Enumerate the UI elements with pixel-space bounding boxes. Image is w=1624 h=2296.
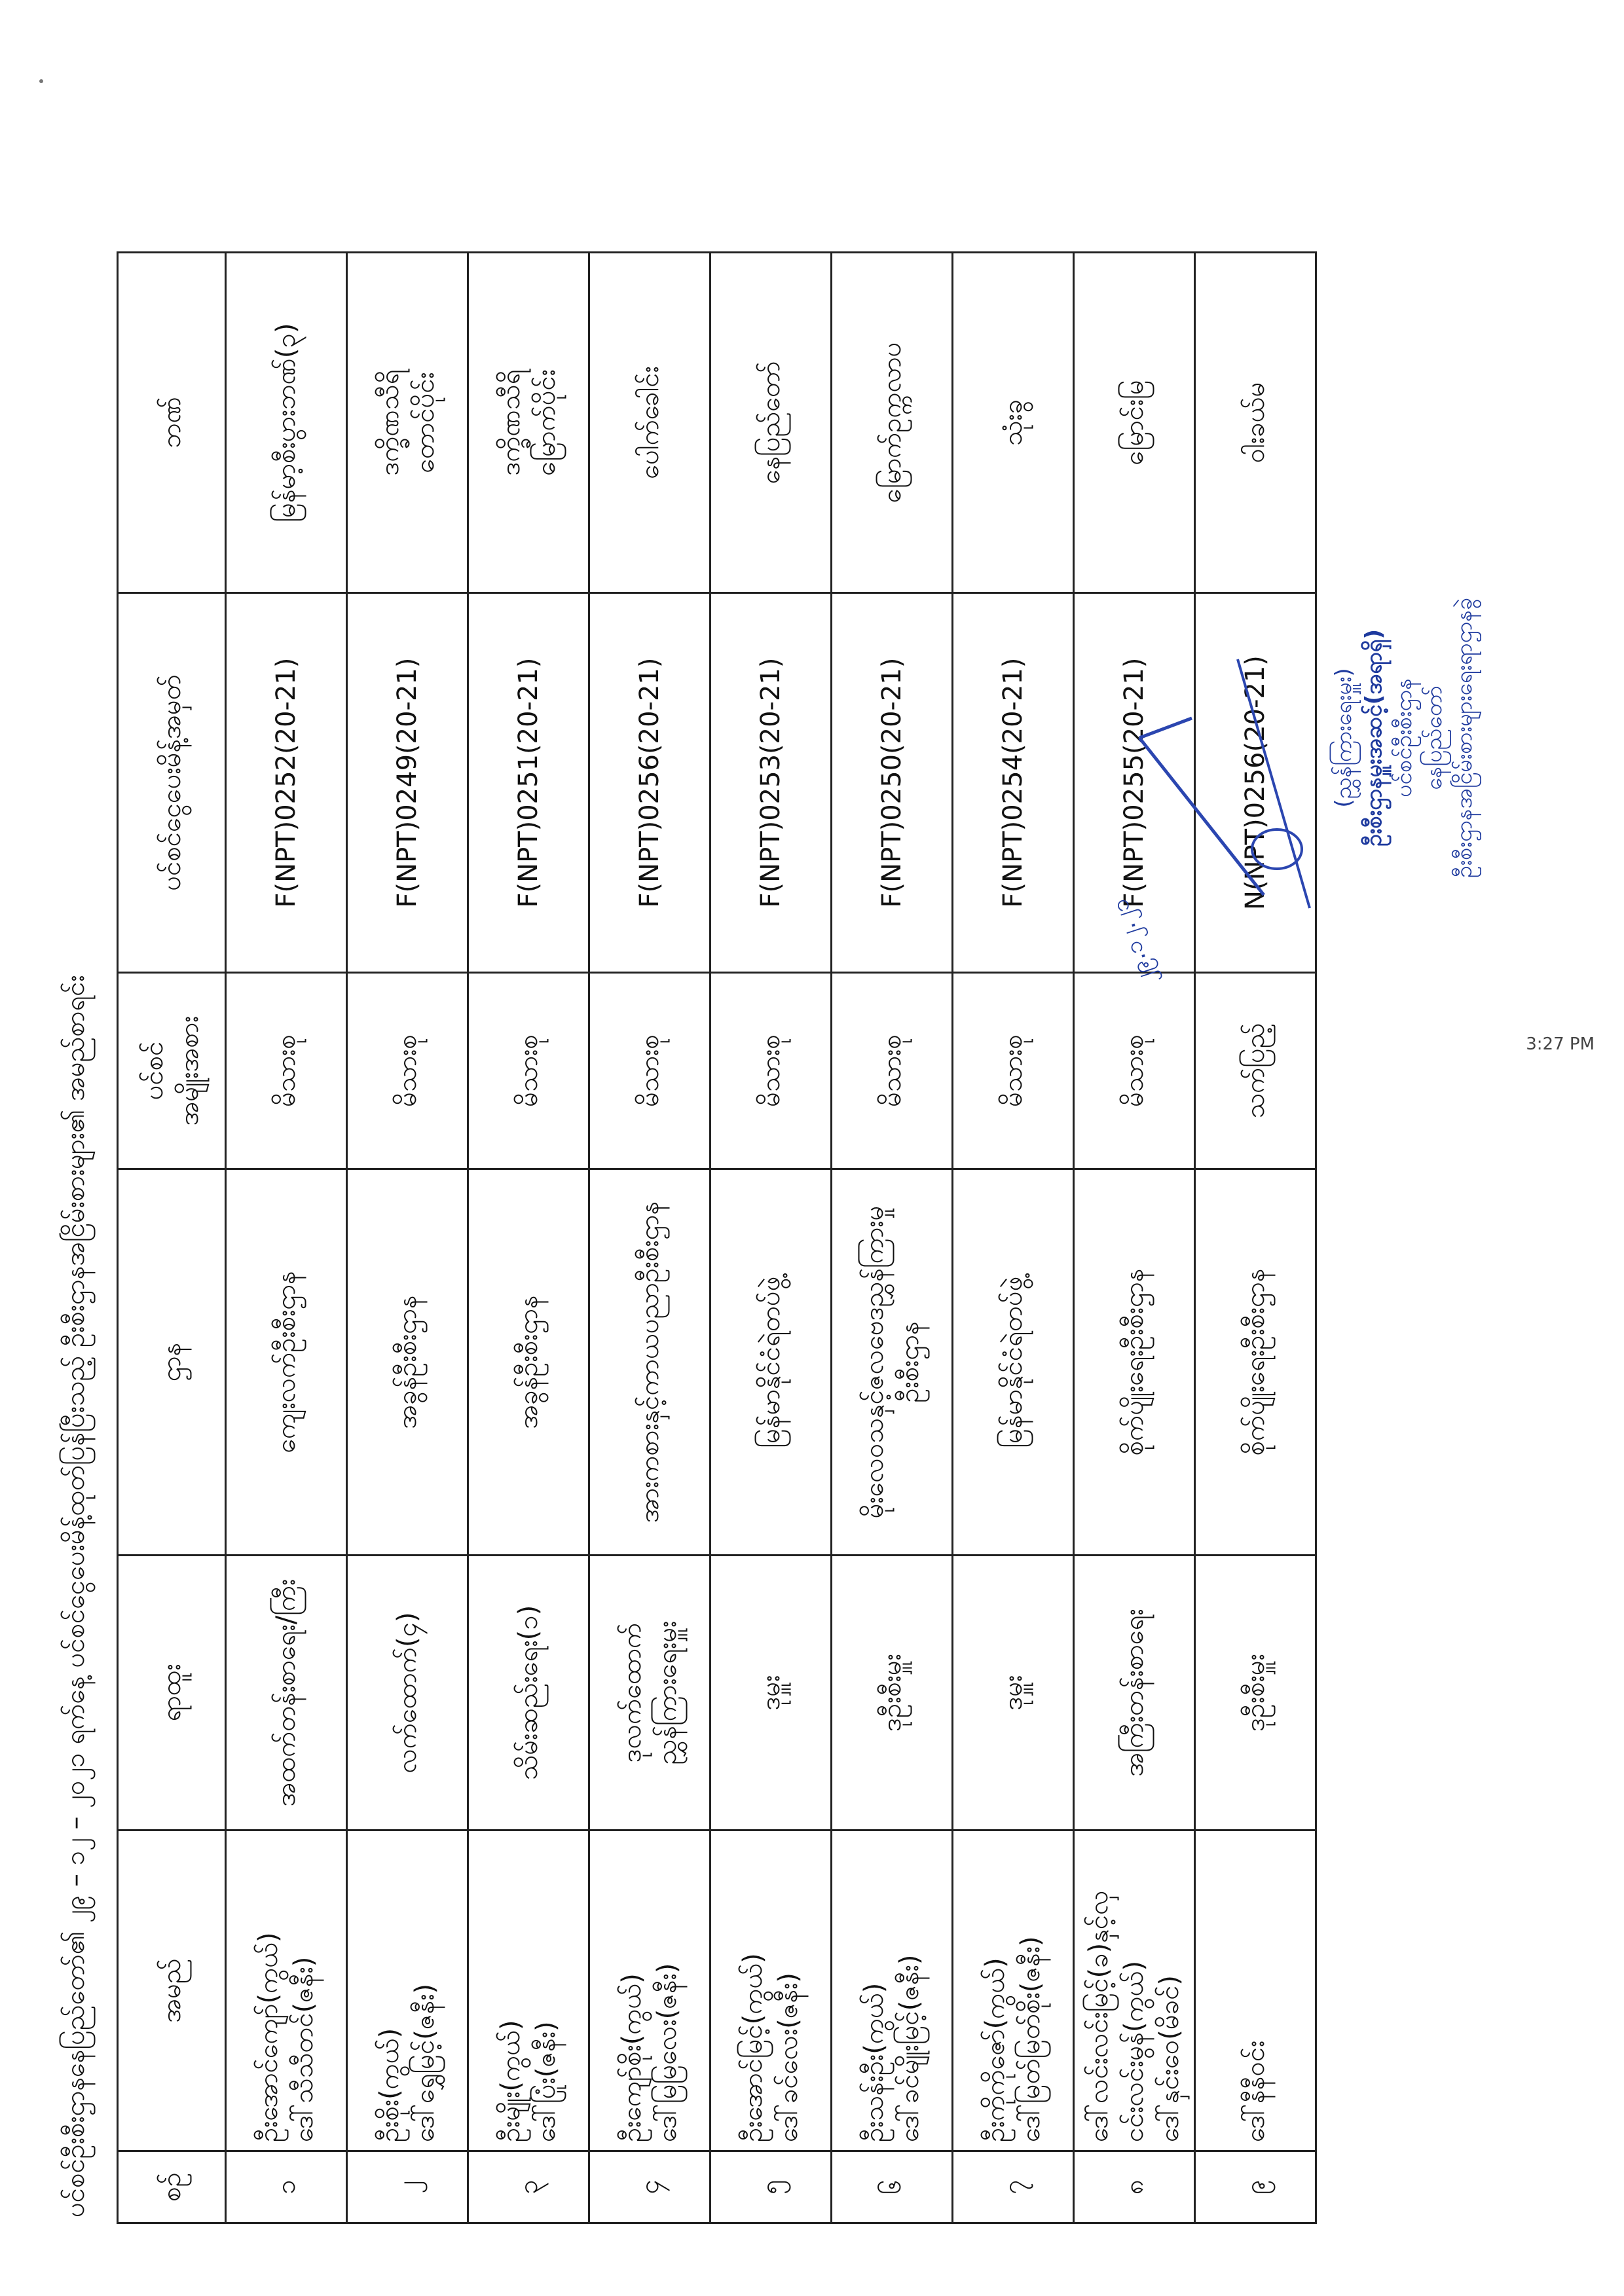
cell-bank <box>226 253 347 593</box>
cell-rank-line: သိမ်းဆည်းရေး(၁) <box>513 1605 544 1781</box>
cell-rank <box>1195 1556 1316 1831</box>
scan-speck <box>39 79 43 83</box>
cell-name-line: ဦးအောင်ကျော်(ကွယ်) <box>253 1932 284 2142</box>
cell-bank <box>710 253 832 593</box>
cell-rank-line: လက်ထောက်(၄) <box>392 1612 422 1774</box>
cell-bank-line: မြောက်ပိုင်း <box>531 369 561 476</box>
cell-name <box>589 1831 710 2151</box>
cell-rank <box>589 1556 710 1831</box>
cell-bank <box>468 253 589 593</box>
header-rank: ရာထူး <box>118 1556 226 1831</box>
cell-rank-line: အကြီးတန်းစာရေး <box>1119 1609 1149 1777</box>
cell-no: ၇ <box>953 2151 1074 2223</box>
cell-rank-line: ဒုမှူး <box>756 1675 786 1711</box>
cell-dept: မြန်မာနိုင်ငံရဲတပ်ဖွဲ့ <box>953 1169 1074 1556</box>
header-order: ပင်စင်ငွေပေးမိန့်အမှတ် <box>118 593 226 973</box>
cell-rank <box>832 1556 953 1831</box>
table-row <box>347 253 468 2223</box>
cell-type: သက်ပြည့် <box>1195 973 1316 1169</box>
cell-no: ၂ <box>347 2151 468 2223</box>
cell-rank <box>226 1556 347 1831</box>
cell-dept: စိုက်ပျိုးရေးဦးစီးဌာန <box>1074 1169 1195 1556</box>
cell-no: ၉ <box>1195 2151 1316 2223</box>
table-row <box>710 253 832 2223</box>
cell-name-line: ဒေါ်မြတ်မြတ်စိုး(ဇနီး) <box>1016 1936 1046 2142</box>
header-type-line1: ပင်စင် <box>139 1041 169 1101</box>
official-stamp <box>1113 528 1480 934</box>
cell-name-line: ဒေါ်ပြုံး(ဇနီး) <box>531 2021 561 2142</box>
table-row <box>953 253 1074 2223</box>
cell-order: F(NPT)0254(20-21) <box>953 593 1074 973</box>
cell-name-line: ဒေါ်မြမြလေး(ဇနီး) <box>652 1963 682 2142</box>
cell-type: မိသားစု <box>589 973 710 1169</box>
timestamp: 3:27 PM <box>1526 1034 1595 1054</box>
table-header-row <box>118 253 226 2223</box>
cell-bank-line: ဒက္ခိဏသီရိ <box>496 369 526 476</box>
cell-bank <box>953 253 1074 593</box>
cell-name-line: ဒေါ်နှင်းဝေ(မိခင်) <box>1154 1975 1185 2142</box>
stamp-line-2: ဦးစီးဌာနမှူးအဆင့်(အရာရှိ) <box>1361 629 1387 847</box>
cell-name-line: ဦးကျော်စိုး(ကွယ်) <box>617 1973 647 2142</box>
cell-order: F(NPT)0251(20-21) <box>468 593 589 973</box>
cell-name <box>468 1831 589 2151</box>
cell-bank-line: ပေါက်ခေါင်း <box>635 366 665 479</box>
cell-bank-line: သုံးခွ <box>998 399 1028 446</box>
cell-no: ၈ <box>1074 2151 1195 2223</box>
cell-no: ၄ <box>589 2151 710 2223</box>
handwritten-date: ၂၉.၁၂.၂၁ <box>1106 896 1160 989</box>
header-no: စဥ် <box>118 2151 226 2223</box>
cell-bank <box>832 253 953 593</box>
header-dept: ဌာန <box>118 1169 226 1556</box>
cell-name-line: ဒေါ်သီသီတင်(ဇနီး) <box>289 1956 319 2142</box>
table-row <box>468 253 589 2223</box>
cell-name-line: ဒေါ်ခင်လေး(ဇနီး) <box>773 1973 803 2142</box>
header-name: အမည် <box>118 1831 226 2151</box>
cell-order: F(NPT)0255(20-21) <box>1074 593 1195 973</box>
cell-name-line: ဦးသန်းဦး(ကွယ်) <box>859 1982 889 2142</box>
cell-no: ၃ <box>468 2151 589 2223</box>
cell-bank-line: နေပြည်တော် <box>756 361 786 484</box>
cell-order: F(NPT)0249(20-21) <box>347 593 468 973</box>
cell-rank-line: ဒုဦးစီးမှူး <box>877 1654 907 1732</box>
cell-name-line: ဦးကိုကိုဇော်(ကွယ်) <box>980 1958 1010 2142</box>
cell-rank-line: ဒုဦးစီးမှူး <box>1240 1654 1270 1732</box>
cell-type: မိသားစု <box>1074 973 1195 1169</box>
cell-dept: ကျေးလက်ဦးစီးဌာန <box>226 1169 347 1556</box>
cell-type: မိသားစု <box>347 973 468 1169</box>
cell-type: မိသားစု <box>953 973 1074 1169</box>
cell-rank <box>710 1556 832 1831</box>
cell-order: F(NPT)0253(20-21) <box>710 593 832 973</box>
cell-rank-line: ဒုလက်ထောက် <box>617 1622 647 1763</box>
cell-bank-line: မြောင်းမြ <box>1119 380 1149 465</box>
cell-type: မိသားစု <box>226 973 347 1169</box>
table-row <box>226 253 347 2223</box>
cell-order: F(NPT)0252(20-21) <box>226 593 347 973</box>
cell-name-line: ဦးစိုး(ကွယ်) <box>375 2028 405 2142</box>
cell-name-line: ဒေါ်ခင်မျိုးမြင့်(ဇနီး) <box>895 1954 925 2142</box>
cell-name-line: ဦးအောင်မြင့်(ကွယ်) <box>738 1953 768 2142</box>
cell-rank <box>1074 1556 1195 1831</box>
cell-name <box>226 1831 347 2151</box>
cell-bank-line: မြောက်ဥက္ကလာပ <box>877 342 907 503</box>
cell-name <box>1195 1831 1316 2151</box>
cell-name-line: ငင်းလင်းမွန်(ကွယ်) <box>1119 1960 1149 2142</box>
cell-name-line: ဒေါ်လင်းလင်းမြင့်(ခ)နှင့်လှ <box>1084 1890 1114 2142</box>
cell-type: မိသားစု <box>468 973 589 1169</box>
cell-dept: အခွန်ဦးစီးဌာန <box>468 1169 589 1556</box>
cell-name-line: ဒေါ်နီနီဝင်း <box>1240 2040 1270 2142</box>
cell-name-line: ဦးမျိုး(ကွယ်) <box>496 2020 526 2142</box>
cell-dept: အခွန်ဦးစီးဌာန <box>347 1169 468 1556</box>
stamp-line-4: နေပြည်တော် <box>1421 685 1447 790</box>
cell-type: မိသားစု <box>832 973 953 1169</box>
cell-dept: မြန်မာနိုင်ငံရဲတပ်ဖွဲ့ <box>710 1169 832 1556</box>
cell-dept: စိုက်ပျိုးရေးဦးစီးဌာန <box>1195 1169 1316 1556</box>
cell-rank <box>953 1556 1074 1831</box>
cell-rank <box>347 1556 468 1831</box>
cell-name <box>832 1831 953 2151</box>
cell-order: F(NPT)0250(20-21) <box>832 593 953 973</box>
cell-no: ၁ <box>226 2151 347 2223</box>
cell-dept: မိုးလေဝသနှင့်ဇလဗေဒညွှန်ကြားမှုဦးစီးဌာန <box>832 1169 953 1556</box>
cell-rank <box>468 1556 589 1831</box>
cell-name <box>710 1831 832 2151</box>
cell-no: ၅ <box>710 2151 832 2223</box>
stamp-line-5: ဦးစီးဌာနအငြိမ်းစားများရေးရာဌာနခွဲ <box>1451 597 1477 879</box>
header-type <box>118 973 226 1169</box>
cell-name-line: ဒေါ်ရွှေမြင့်(ဇနီး) <box>410 1983 440 2142</box>
table-row <box>832 253 953 2223</box>
cell-no: ၆ <box>832 2151 953 2223</box>
document-title: ပင်စင်ဦးစီးဌာနနေပြည်တော်၏ ၂၉ – ၁၂ – ၂၀၂၁ ရက်နေ့ ပင်စင်ငွေပေးမိန့်ထုတ်ပြန်ပြီးသည့် ဦးစီးဌာနအငြိမ်းစားများ၏ အမည်စာရင်း <box>60 975 90 2217</box>
cell-order: F(NPT)0256(20-21) <box>589 593 710 973</box>
cell-type: မိသားစု <box>710 973 832 1169</box>
cell-rank-line: ညွှန်ကြားရေးမှူး <box>652 1620 682 1765</box>
table-row <box>589 253 710 2223</box>
cell-order: N(NPT)0256(20-21) <box>1195 593 1316 973</box>
signature-mark <box>1113 528 1323 934</box>
cell-rank-line: အထက်တန်းစာရေး/ကြီး <box>271 1578 301 1807</box>
cell-bank-line: ဒက္ခိဏသီရိ <box>375 369 405 476</box>
cell-bank-line: မြန်မာ့စီးပွားဘဏ်(၃) <box>271 323 301 522</box>
cell-rank-line: ဒုမှူး <box>998 1675 1028 1711</box>
header-type-line2: အမျိုးအစား <box>174 1015 204 1126</box>
header-bank: ဘဏ် <box>118 253 226 593</box>
cell-bank <box>347 253 468 593</box>
stamp-line-1: (ညွှန်ကြားရေးမှူး) <box>1331 668 1357 808</box>
cell-name <box>347 1831 468 2151</box>
cell-name <box>1074 1831 1195 2151</box>
cell-bank-line: တောင်ပိုင်း <box>410 372 440 473</box>
stamp-line-3: ပင်စင်ဦးစီးဌာန <box>1391 678 1417 797</box>
cell-name <box>953 1831 1074 2151</box>
cell-bank-line: ဝါးခယ်မ <box>1240 382 1270 464</box>
cell-bank <box>589 253 710 593</box>
cell-dept: အားကစားနှင့်ကာယပညာဦးစီးဌာန <box>589 1169 710 1556</box>
